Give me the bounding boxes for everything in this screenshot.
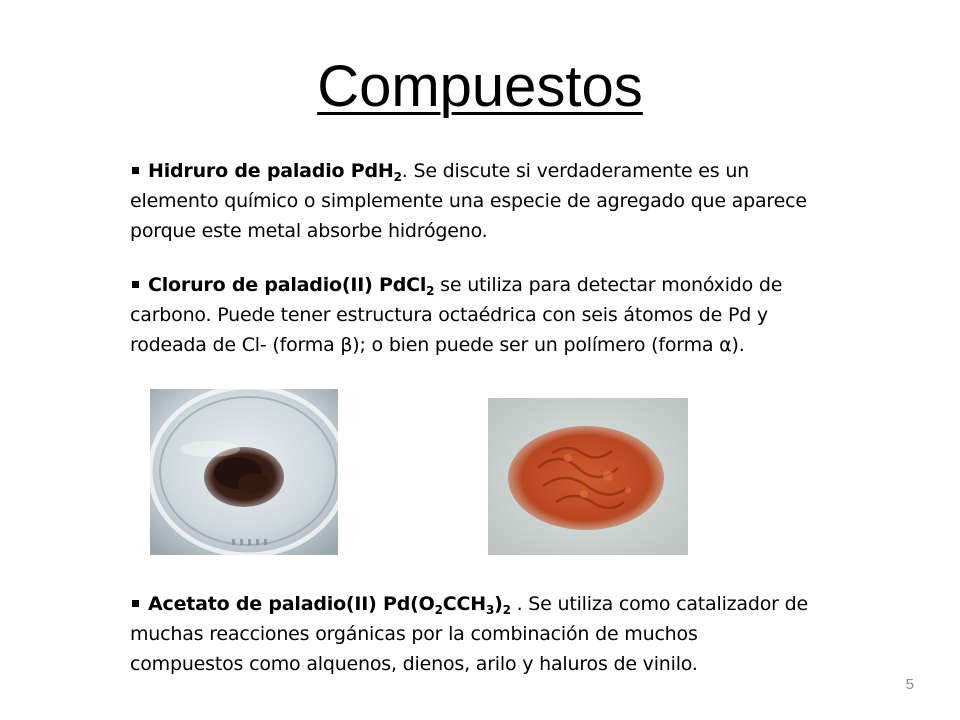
compound-name: Hidruro de paladio PdH$_2$: [148, 160, 402, 184]
palladium-hydride-photo: [150, 389, 338, 555]
compound-description: . Se utiliza como catalizador de muchas reacciones orgánicas por la combinación de muchos compuestos como alquenos, dienos, arilo y haluros de vinilo.: [130, 593, 808, 675]
bullet-marker: [132, 167, 139, 174]
palladium-chloride-photo: [488, 398, 688, 555]
bullet-marker: [132, 281, 139, 288]
slide-title: Compuestos: [317, 54, 643, 119]
compound-name: Cloruro de paladio(II) PdCl$_2$: [148, 274, 435, 298]
bullet-acetato: [130, 589, 810, 679]
compound-description: . Se discute si verdaderamente es un elemento químico o simplemente una especie de agregado que aparece porque este metal absorbe hidrógeno.: [130, 160, 807, 242]
compound-name: Acetato de paladio(II) $Pd(O_2CCH_3)_2$: [148, 593, 511, 617]
compound-description: se utiliza para detectar monóxido de carbono. Puede tener estructura octaédrica con seis átomos de Pd y rodeada de Cl- (forma β); o bien puede ser un polímero (forma α).: [130, 274, 783, 356]
bullet-hidruro: [130, 156, 810, 246]
bullet-marker: [132, 600, 139, 607]
bullet-cloruro: [130, 270, 810, 360]
page-number: 5: [905, 676, 914, 693]
